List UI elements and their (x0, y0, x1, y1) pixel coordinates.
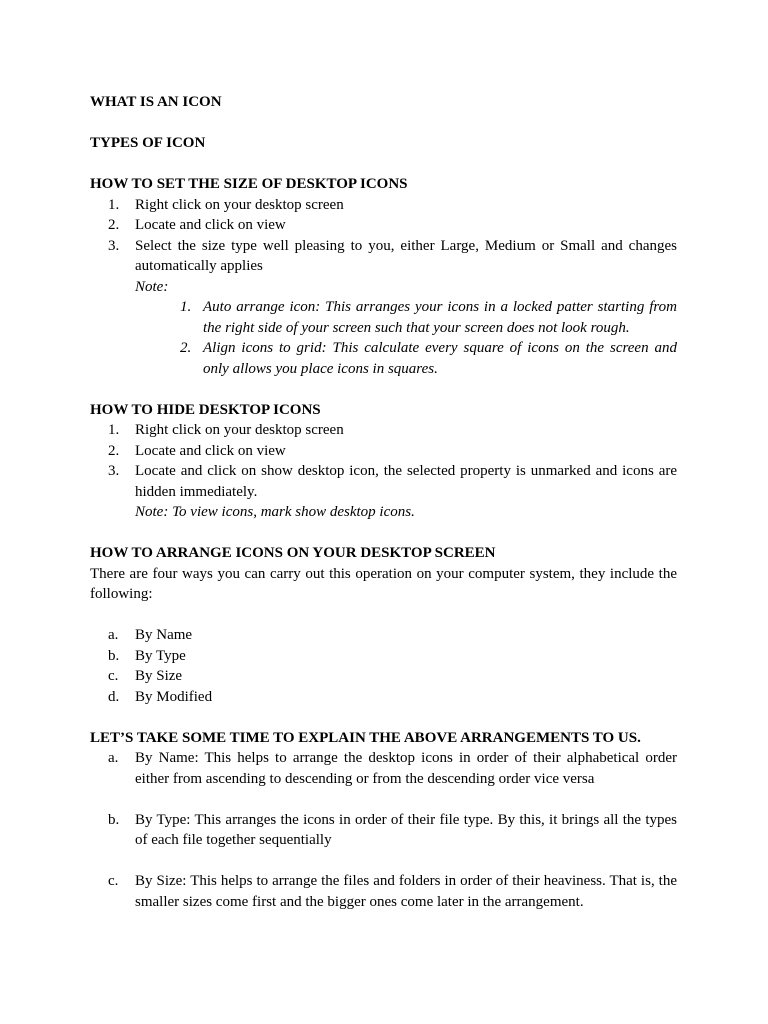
list-item-text: By Type (135, 647, 186, 664)
note-list-item (90, 338, 677, 379)
list-item (90, 666, 677, 687)
list-marker: a. (108, 627, 119, 643)
heading-explain: LET’S TAKE SOME TIME TO EXPLAIN THE ABOVE ARRANGEMENTS TO US. (90, 729, 641, 746)
heading-what-is-icon: WHAT IS AN ICON (90, 94, 222, 110)
list-marker: c. (108, 668, 119, 684)
list-item (90, 687, 677, 708)
list-marker: b. (108, 811, 120, 828)
list-item (90, 215, 677, 236)
heading-hide-icons: HOW TO HIDE DESKTOP ICONS (90, 401, 321, 418)
list-item (90, 748, 677, 789)
heading-arrange-icons: HOW TO ARRANGE ICONS ON YOUR DESKTOP SCREEN (90, 545, 496, 561)
note-list-marker: 2. (180, 340, 192, 356)
list-marker: 1. (108, 422, 120, 438)
note-text: Note: To view icons, mark show desktop icons. (135, 504, 415, 520)
list-marker: a. (108, 750, 119, 766)
section-arrange-icons (90, 543, 677, 707)
list-marker: 2. (108, 217, 120, 233)
list-marker: b. (108, 647, 120, 664)
heading-types-of-icon: TYPES OF ICON (90, 135, 206, 151)
list-marker: 3. (108, 463, 120, 479)
note-list-item-text: Align icons to grid: This calculate every square of icons on the screen and only allows you place icons in squares. (203, 340, 677, 377)
list-item-text: By Modified (135, 688, 213, 705)
list-item (90, 420, 677, 441)
list-item-text: By Name: This helps to arrange the desktop icons in order of their alphabetical order either from ascending to descending or from the descending order vice versa (135, 750, 677, 787)
section-hide-icons (90, 400, 677, 523)
list-item-text: Right click on your desktop screen (135, 196, 344, 213)
list-marker: 1. (108, 196, 120, 213)
list-item-text: Locate and click on view (135, 442, 286, 459)
list-item (90, 441, 677, 462)
intro-paragraph: There are four ways you can carry out this operation on your computer system, they include the following: (90, 565, 677, 602)
note-label: Note: (135, 278, 169, 295)
section-explain (90, 728, 677, 913)
note-list-item-text: Auto arrange icon: This arranges your icons in a locked patter starting from the right side of your screen such that your screen does not look rough. (203, 299, 677, 336)
note-list-marker: 1. (180, 299, 192, 315)
list-marker: c. (108, 873, 119, 889)
list-item (90, 646, 677, 667)
list-item (90, 461, 677, 502)
section-set-size (90, 174, 677, 379)
list-item-text: Locate and click on view (135, 217, 286, 233)
list-item (90, 871, 677, 912)
list-item-text: By Type: This arranges the icons in order of their file type. By this, it brings all the types of each file together sequentially (135, 811, 677, 848)
list-item-text: Select the size type well pleasing to you, either Large, Medium or Small and changes automatically applies (135, 237, 677, 274)
list-item-text: By Name (135, 627, 193, 643)
note-list-item (90, 297, 677, 338)
list-item-text: By Size: This helps to arrange the files and folders in order of their heaviness. That is, the smaller sizes come first and the bigger ones come later in the arrangement. (135, 873, 677, 910)
list-item-text: By Size (135, 668, 183, 684)
list-item (90, 236, 677, 277)
list-marker: 2. (108, 442, 120, 459)
list-item (90, 195, 677, 216)
list-item-text: Locate and click on show desktop icon, the selected property is unmarked and icons are hidden immediately. (135, 463, 677, 500)
list-item (90, 810, 677, 851)
list-item-text: Right click on your desktop screen (135, 422, 344, 438)
heading-set-size: HOW TO SET THE SIZE OF DESKTOP ICONS (90, 176, 408, 192)
list-marker: 3. (108, 237, 120, 254)
list-item (90, 625, 677, 646)
list-marker: d. (108, 688, 120, 705)
